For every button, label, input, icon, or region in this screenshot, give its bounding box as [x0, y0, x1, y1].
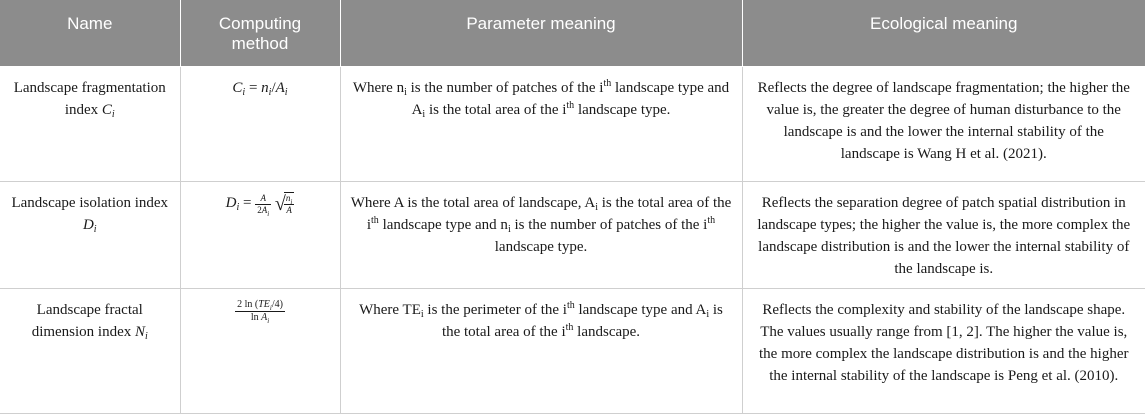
- cell-formula: [180, 289, 340, 414]
- cell-parameter-meaning: Where A is the total area of landscape, $A_i$ is the total area of the $i^{th}$ landscape type and $n_i$ is the number of patches of the $i^{th}$ landscape type.: [340, 182, 742, 289]
- cell-ecological-meaning: Reflects the complexity and stability of the landscape shape. The values usually range from [1, 2]. The higher the value is, the more complex the landscape distribution is and the higher the internal stability of the landscape is Peng et al. (2010).: [742, 289, 1145, 414]
- formula: $D_i$ = $\frac{A}{2A_i}$ √ $\frac{n_i}{A}$: [225, 192, 293, 218]
- header-name: Name: [0, 0, 180, 67]
- cell-formula: [180, 67, 340, 182]
- header-ecological-meaning: Ecological meaning: [742, 0, 1145, 67]
- index-name: Landscape fragmentation index: [13, 80, 166, 118]
- header-row: [0, 0, 1145, 67]
- table-header: [0, 0, 1145, 67]
- index-symbol: $D_i$: [82, 217, 97, 235]
- cell-name: [0, 67, 180, 182]
- cell-name: [0, 289, 180, 414]
- table-row: [0, 289, 1145, 414]
- formula: $\frac{2 \ln (TE_i/4)}{\ln A_i}$: [237, 299, 283, 325]
- cell-ecological-meaning: Reflects the separation degree of patch spatial distribution in landscape types; the higher the value is, the more complex the landscape distribution is and the lower the internal stability of the landscape is.: [742, 182, 1145, 289]
- index-name: Landscape isolation index: [11, 195, 169, 211]
- index-symbol: $N_i$: [135, 324, 148, 342]
- cell-parameter-meaning: Where $TE_i$ is the perimeter of the $i^{th}$ landscape type and $A_i$ is the total area of the $i^{th}$ landscape.: [340, 289, 742, 414]
- header-computing-method: Computing method: [180, 0, 340, 67]
- cell-ecological-meaning: Reflects the degree of landscape fragmentation; the higher the value is, the greater the degree of human disturbance to the landscape is and the lower the internal stability of the landscape is Wang H et al. (2021).: [742, 67, 1145, 182]
- table-body: [0, 67, 1145, 414]
- index-symbol: $C_i$: [101, 102, 115, 120]
- header-parameter-meaning: Parameter meaning: [340, 0, 742, 67]
- cell-parameter-meaning: Where $n_i$ is the number of patches of the $i^{th}$ landscape type and $A_i$ is the total area of the $i^{th}$ landscape type.: [340, 67, 742, 182]
- table-row: [0, 182, 1145, 289]
- cell-formula: [180, 182, 340, 289]
- cell-name: [0, 182, 180, 289]
- index-name: Landscape fractal dimension index: [31, 302, 143, 340]
- formula: $C_i = n_i/A_i$: [232, 80, 288, 98]
- table-row: [0, 67, 1145, 182]
